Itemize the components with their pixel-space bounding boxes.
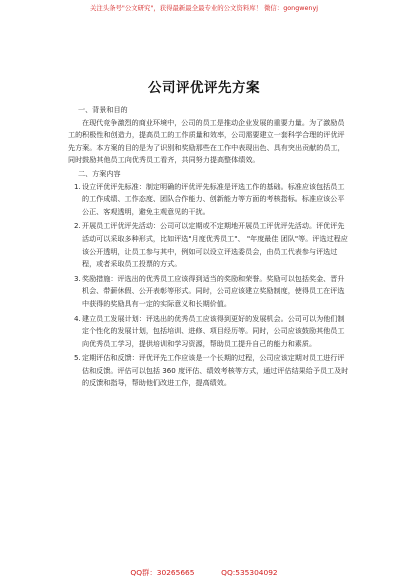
list-item [68, 273, 350, 311]
page-header-banner: 关注头条号"公文研究"，获得最新最全最专业的公文资料库！ 微信：gongwenyj [89, 4, 319, 12]
list-item-number: 3. [74, 273, 81, 283]
list-item-number: 1. [74, 181, 81, 191]
list-item [68, 313, 350, 351]
list-item-number: 2. [74, 221, 81, 231]
footer-qq: QQ:535304092 [221, 568, 278, 577]
list-item-text: 定期评估和反馈：评优评先工作应该是一个长期的过程，公司应该定期对员工进行评估和反馈。评估可以包括 360 度评估、绩效考核等方式，通过评估结果给予员工及时的反馈和指导，帮助他们改进工作，提高绩效。 [82, 353, 349, 388]
list-item-text: 奖励措施：评选出的优秀员工应该得到适当的奖励和荣誉。奖励可以包括奖金、晋升机会、带薪休假、公开表彰等形式。同时，公司应该建立奖励制度，使得员工在评选中获得的奖励具有一定的实际意义和长期价值。 [82, 273, 345, 308]
list-item-number: 5. [74, 353, 81, 363]
list-item-text: 设立评优评先标准：制定明确的评优评先标准是评选工作的基础。标准应该包括员工的工作成绩、工作态度、团队合作能力、创新能力等方面的考核指标。标准应该公平公正、客观透明，避免主观意见的干扰。 [82, 181, 345, 216]
document-body [68, 103, 350, 392]
section-heading-background: 一、背景和目的 [78, 105, 128, 114]
document-title: 公司评优评先方案 [148, 80, 260, 96]
list-item-number: 4. [74, 313, 81, 323]
footer-qq-group: QQ群：30265665 [130, 568, 195, 577]
list-item [68, 181, 350, 219]
list-item [68, 220, 350, 270]
list-item [68, 352, 350, 390]
section-paragraph-background: 在现代竞争激烈的商业环境中，公司的员工是推动企业发展的重要力量。为了激励员工的积极性和创造力，提高员工的工作质量和效率，公司需要建立一套科学合理的评优评先方案。本方案的目的是为了识别和奖励那些在工作中表现出色、具有突出贡献的员工，同时鼓励其他员工向优秀员工看齐，共同努力提高整体绩效。 [68, 117, 345, 165]
page-footer [0, 567, 408, 578]
section-heading-content: 二、方案内容 [78, 168, 121, 178]
list-item-text: 建立员工发展计划：评选出的优秀员工应该得到更好的发展机会。公司可以为他们制定个性化的发展计划，包括培训、进修、项目经历等。同时，公司应该鼓励其他员工向优秀员工学习，提供培训和学习资源，帮助员工提升自己的能力和素质。 [82, 313, 345, 348]
list-item-text: 开展员工评优评先活动：公司可以定期或不定期地开展员工评优评先活动。评优评先活动可以采取多种形式，比如评选"月度优秀员工"、 "年度最佳 团队"等。评选过程应该公开透明，让员工参与其中，例如可以设立评选委员会，由员工代表参与评选过程，或者采取员工投票的方式。 [82, 221, 348, 269]
